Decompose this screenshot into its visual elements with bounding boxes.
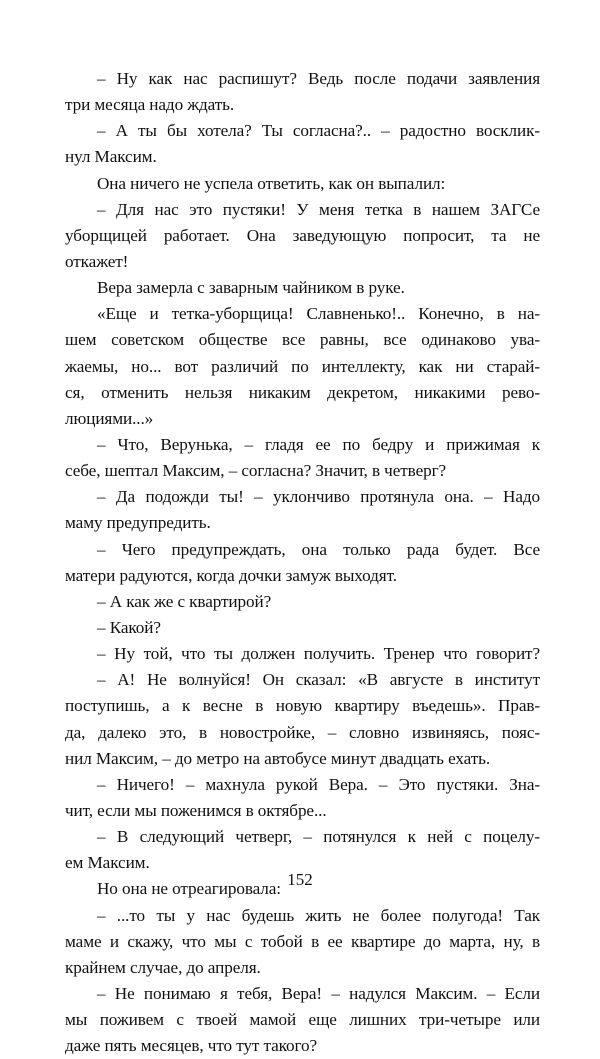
text-line: мы поживем с твоей мамой еще лишних три-четыре или	[65, 1010, 540, 1030]
text-line: три месяца надо ждать.	[65, 95, 235, 115]
text-line: – Ну как нас распишут? Ведь после подачи заявления	[97, 69, 540, 88]
text-line: уборщицей работает. Она заведующую попросит, та не	[65, 225, 540, 245]
text-line: – А ты бы хотела? Ты согласна?.. – радостно восклик-	[97, 121, 540, 141]
book-page-text	[65, 66, 540, 1059]
text-line: – Чего предупреждать, она только рада будет. Все	[97, 539, 540, 559]
text-line: – А! Не волнуйся! Он сказал: «В августе в институт	[97, 670, 540, 690]
text-line: Она ничего не успела ответить, как он выпалил:	[97, 173, 446, 193]
text-line: – ...то ты у нас будешь жить не более полугода! Так	[97, 905, 540, 925]
text-line: откажет!	[65, 251, 129, 271]
text-line: – А как же с квартирой?	[97, 591, 272, 611]
text-line: ся, отменить нельзя никаким декретом, никакими рево-	[65, 382, 540, 402]
text-line: матери радуются, когда дочки замуж выходят.	[65, 565, 397, 585]
text-line: чит, если мы поженимся в октябре...	[65, 800, 327, 820]
text-line: – Что, Верунька, – гладя ее по бедру и прижимая к	[97, 434, 540, 454]
text-line: да, далеко это, в новостройке, – словно извиняясь, пояс-	[65, 722, 540, 742]
text-line: даже пять месяцев, что тут такого?	[65, 1036, 318, 1056]
text-line: жаемы, но... вот различий по интеллекту, как ни старай-	[65, 356, 540, 376]
text-line: – В следующий четверг, – потянулся к ней с поцелу-	[97, 827, 540, 847]
text-line: «Еще и тетка-уборщица! Славненько!.. Конечно, в на-	[97, 304, 540, 324]
text-line: маму предупредить.	[65, 513, 211, 533]
text-line: себе, шептал Максим, – согласна? Значит, в четверг?	[65, 461, 447, 481]
text-line: нул Максим.	[65, 147, 157, 167]
text-line: – Не понимаю я тебя, Вера! – надулся Максим. – Если	[97, 983, 540, 1003]
text-line: – Для нас это пустяки! У меня тетка в нашем ЗАГСе	[97, 199, 540, 219]
text-line: поступишь, а к весне в новую квартиру въедешь». Прав-	[65, 696, 540, 716]
text-line: – Какой?	[97, 617, 161, 637]
text-line: маме и скажу, что мы с тобой в ее квартире до марта, ну, в	[65, 931, 540, 951]
text-line: крайнем случае, до апреля.	[65, 957, 261, 977]
text-line: – Да подожди ты! – уклончиво протянула она. – Надо	[97, 487, 540, 507]
text-line: – Ну той, что ты должен получить. Тренер что говорит?	[97, 644, 540, 664]
text-line: люциями...»	[65, 408, 154, 428]
text-line: ем Максим.	[65, 853, 150, 873]
text-line: Вера замерла с заварным чайником в руке.	[97, 278, 405, 298]
text-line: – Ничего! – махнула рукой Вера. – Это пустяки. Зна-	[97, 774, 540, 794]
page-number: 152	[287, 870, 313, 889]
text-line: Но она не отреагировала:	[97, 879, 281, 899]
text-line: нил Максим, – до метро на автобусе минут двадцать ехать.	[65, 748, 491, 768]
text-line: шем советском обществе все равны, все одинаково ува-	[65, 330, 540, 350]
